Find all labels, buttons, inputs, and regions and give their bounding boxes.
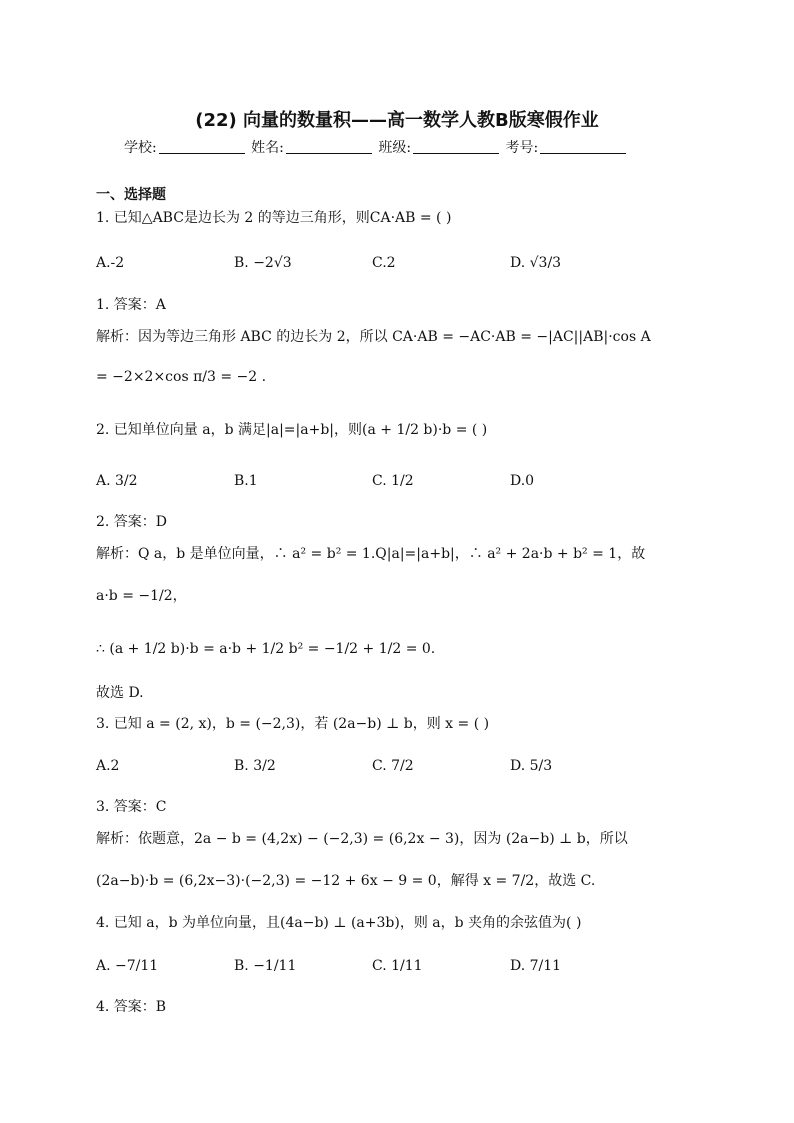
school-label: 学校: [124,140,157,156]
q2-option-a: A. 3/2 [96,473,138,489]
q3-option-d: D. 5/3 [510,758,553,774]
q4-option-d: D. 7/11 [510,958,562,974]
q2-option-c: C. 1/2 [372,473,414,489]
q1-option-b: B. −2√3 [234,255,292,271]
q2-option-d: D.0 [510,473,535,489]
q1-analysis-2: = −2×2×cos π/3 = −2 . [96,369,267,385]
school-blank [159,139,245,154]
q4-option-a: A. −7/11 [96,958,159,974]
q1-option-a: A.-2 [96,255,125,271]
q3-answer: 3. 答案：C [96,799,167,815]
question-1-stem: 1. 已知△ABC是边长为 2 的等边三角形，则CA·AB = ( ) [96,210,452,226]
q4-answer: 4. 答案：B [96,999,167,1015]
question-3-stem: 3. 已知 a = (2, x)，b = (−2,3)，若 (2a−b) ⊥ b，则 x = ( ) [96,716,490,732]
q2-analysis-1: 解析：Q a，b 是单位向量，∴ a² = b² = 1.Q|a|=|a+b|，∴ a² + 2a·b + b² = 1，故 [96,546,646,562]
student-info-fields [124,137,628,157]
exam-no-blank [540,139,626,154]
section-heading: 一、选择题 [96,187,166,203]
exam-no-label: 考号: [505,140,539,156]
class-blank [413,139,499,154]
q1-answer: 1. 答案：A [96,297,166,313]
class-label: 班级: [378,140,412,156]
q2-analysis-2: a·b = −1/2， [96,588,187,604]
question-4-stem: 4. 已知 a，b 为单位向量，且(4a−b) ⊥ (a+3b)，则 a，b 夹角的余弦值为( ) [96,915,582,931]
page-title: (22) 向量的数量积——高一数学人教B版寒假作业 [195,110,599,131]
name-label: 姓名: [251,140,284,156]
q3-option-b: B. 3/2 [234,758,276,774]
q2-answer: 2. 答案：D [96,514,168,530]
q1-analysis-1: 解析：因为等边三角形 ABC 的边长为 2，所以 CA·AB = −AC·AB = −|AC||AB|·cos A [96,329,651,345]
q4-option-b: B. −1/11 [234,958,297,974]
q3-analysis-2: (2a−b)·b = (6,2x−3)·(−2,3) = −12 + 6x − 9 = 0，解得 x = 7/2，故选 C. [96,873,596,889]
q1-option-c: C.2 [372,255,396,271]
q2-analysis-3: ∴ (a + 1/2 b)·b = a·b + 1/2 b² = −1/2 + 1/2 = 0. [96,641,436,657]
q3-analysis-1: 解析：依题意，2a − b = (4,2x) − (−2,3) = (6,2x − 3)，因为 (2a−b) ⊥ b，所以 [96,831,628,847]
q1-option-d: D. √3/3 [510,255,562,271]
q2-analysis-4: 故选 D. [96,685,144,701]
name-blank [286,139,372,154]
q3-option-a: A.2 [96,758,120,774]
question-2-stem: 2. 已知单位向量 a，b 满足|a|=|a+b|，则(a + 1/2 b)·b = ( ) [96,422,488,438]
q4-option-c: C. 1/11 [372,958,423,974]
q2-option-b: B.1 [234,473,258,489]
q3-option-c: C. 7/2 [372,758,414,774]
